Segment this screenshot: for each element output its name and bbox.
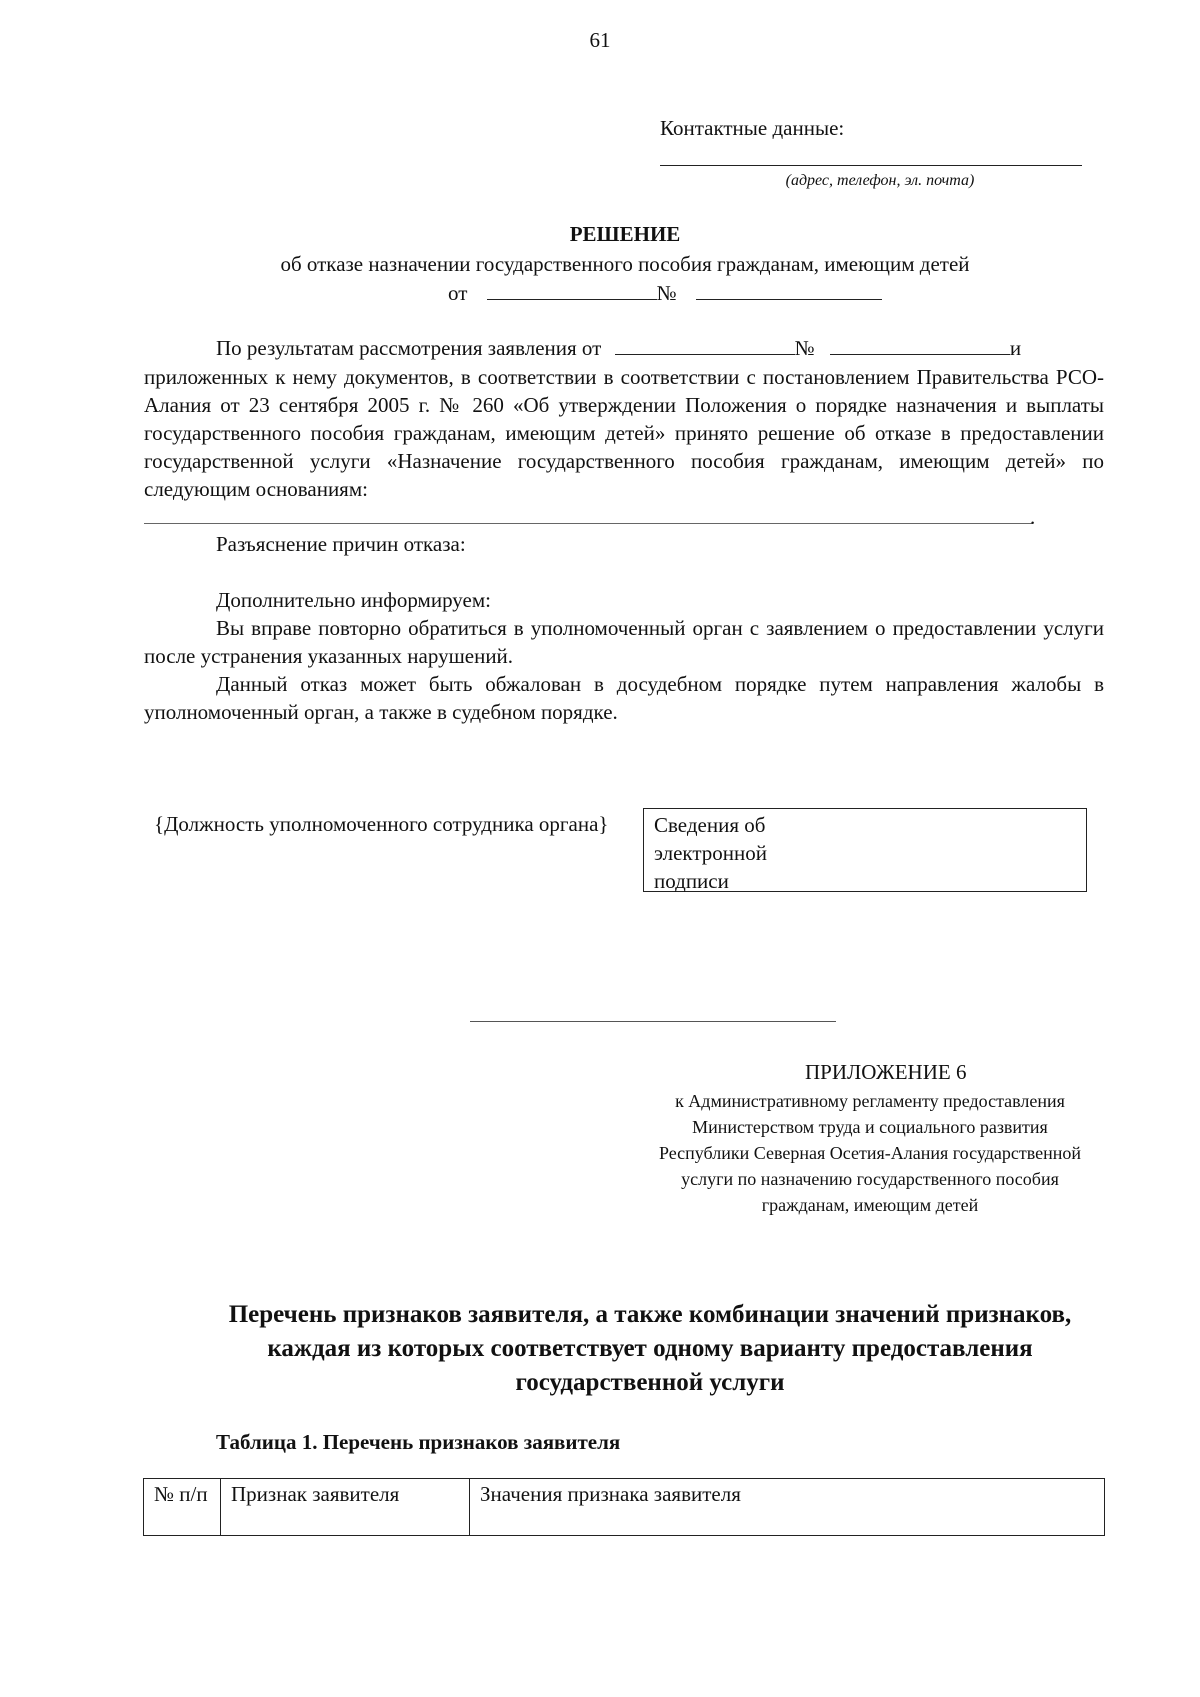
esign-box <box>643 808 1087 892</box>
col-number: № п/п <box>144 1479 221 1536</box>
reapply-paragraph: Вы вправе повторно обратиться в уполномоченный орган с заявлением о предоставлении услуги после устранения указанных нарушений. <box>144 616 1104 668</box>
decision-number-blank <box>696 280 882 300</box>
list-title: Перечень признаков заявителя, а также комбинации значений признаков, каждая из которых соответствует одному варианту предоставления государственной услуги <box>228 1301 1072 1396</box>
body-first-line <box>216 335 1104 361</box>
additional-info-label: Дополнительно информируем: <box>216 588 491 612</box>
application-date-blank <box>615 335 795 355</box>
reasons-label: Разъяснение причин отказа: <box>216 532 466 556</box>
body-line1-start: По результатам рассмотрения заявления от <box>216 336 602 360</box>
decision-subtitle: об отказе назначении государственного пособия гражданам, имеющим детей <box>280 252 970 276</box>
appeal-paragraph: Данный отказ может быть обжалован в досудебном порядке путем направления жалобы в уполномоченный орган, а также в судебном порядке. <box>144 672 1104 724</box>
body-paragraph-main: приложенных к нему документов, в соответствии в соответствии с постановлением Правительства РСО-Алания от 23 сентября 2005 г. № 260 «Об утверждении Положения о порядке назначения и выплаты государственного пособия гражданам, имеющим детей» принято решение об отказе в предоставлении государственной услуги «Назначение государственного пособия гражданам, имеющим детей» по следующим основаниям: <box>144 365 1104 501</box>
decision-from-label: от <box>448 281 468 305</box>
contacts-blank-line <box>660 165 1082 166</box>
appendix-subtitle: к Административному регламенту предоставления Министерством труда и социального развития Республики Северная Осетия-Алания государственной услуги по назначению государственного пособия гражданам, имеющим детей <box>658 1091 1082 1215</box>
application-number-blank <box>830 335 1010 355</box>
col-criterion-values: Значения признака заявителя <box>470 1479 1105 1536</box>
signatory-position: {Должность уполномоченного сотрудника органа} <box>154 812 609 836</box>
grounds-dot: . <box>1030 505 1036 529</box>
page-number: 61 <box>589 28 611 52</box>
appendix-title: ПРИЛОЖЕНИЕ 6 <box>805 1060 967 1084</box>
decision-number-label: № <box>656 281 677 305</box>
table-header-row <box>144 1479 1105 1536</box>
grounds-blank-line <box>144 523 1032 524</box>
contacts-caption: (адрес, телефон, эл. почта) <box>785 172 975 189</box>
esign-text: Сведения об электронной подписи <box>654 813 768 893</box>
contacts-label: Контактные данные: <box>660 116 845 140</box>
body-line1-num: № <box>794 336 815 360</box>
table-title: Таблица 1. Перечень признаков заявителя <box>216 1430 621 1454</box>
section-separator <box>470 1021 836 1022</box>
decision-date-blank <box>487 280 657 300</box>
body-line1-end: и <box>1009 336 1022 360</box>
decision-date-row <box>448 280 882 306</box>
decision-title: РЕШЕНИЕ <box>569 222 681 246</box>
applicant-criteria-table <box>143 1478 1105 1536</box>
col-criterion: Признак заявителя <box>221 1479 470 1536</box>
